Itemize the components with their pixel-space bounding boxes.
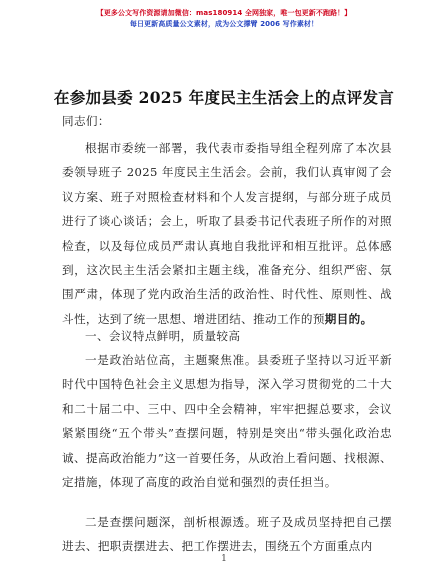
- salutation: 同志们：: [62, 114, 110, 128]
- paragraph-intro-tail: 期目的。: [324, 311, 373, 326]
- paragraph-point-2: 二是查摆问题深，剖析根源透。班子及成员坚持把自己摆进去、把职责摆进去、把工作摆进去，围绕五个方面重点内: [62, 515, 392, 554]
- promo-banner: [0, 8, 448, 30]
- document-title: 在参加县委 2025 年度民主生活会上的点评发言: [53, 88, 395, 107]
- banner-line-1: 【更多公文写作资源请加微信：mas180914 全网独家，唯一包更新不跑路！】: [96, 9, 352, 17]
- paragraph-intro: [62, 136, 392, 331]
- paragraph-point-1: 一是政治站位高，主题聚焦准。县委班子坚持以习近平新时代中国特色社会主义思想为指导，深入学习贯彻党的二十大和二十届二中、三中、四中全会精神，牢牢把握总要求，会议紧紧围绕“五个带头”查摆问题，特别是突出“带头强化政治忠诚、提高政治能力”这一首要任务，从政治上看问题、找根源、定措施，体现了高度的政治自觉和强烈的责任担当。: [62, 353, 392, 490]
- paragraph-intro-main: 根据市委统一部署，我代表市委指导组全程列席了本次县委领导班子 2025 年度民主生活会。会前，我们认真审阅了会议方案、班子对照检查材料和个人发言提纲，与部分班子成员进行了谈心谈话；会上，听取了县委书记代表班子所作的对照检查，以及每位成员严肃认真地自我批评和相互批评。总体感到，这次民主生活会紧扣主题主线，准备充分、组织严密、氛围严肃，体现了党内政治生活的政治性、时代性、原则性、战斗性，达到了统一思想、增进团结、推动工作的预: [62, 141, 392, 326]
- section-heading-1: 一、会议特点鲜明，质量较高: [85, 329, 241, 343]
- page-number: 1: [221, 554, 227, 564]
- banner-line-2: 每日更新高质量公文素材，成为公文撑臂 2006 写作素材！: [129, 20, 319, 28]
